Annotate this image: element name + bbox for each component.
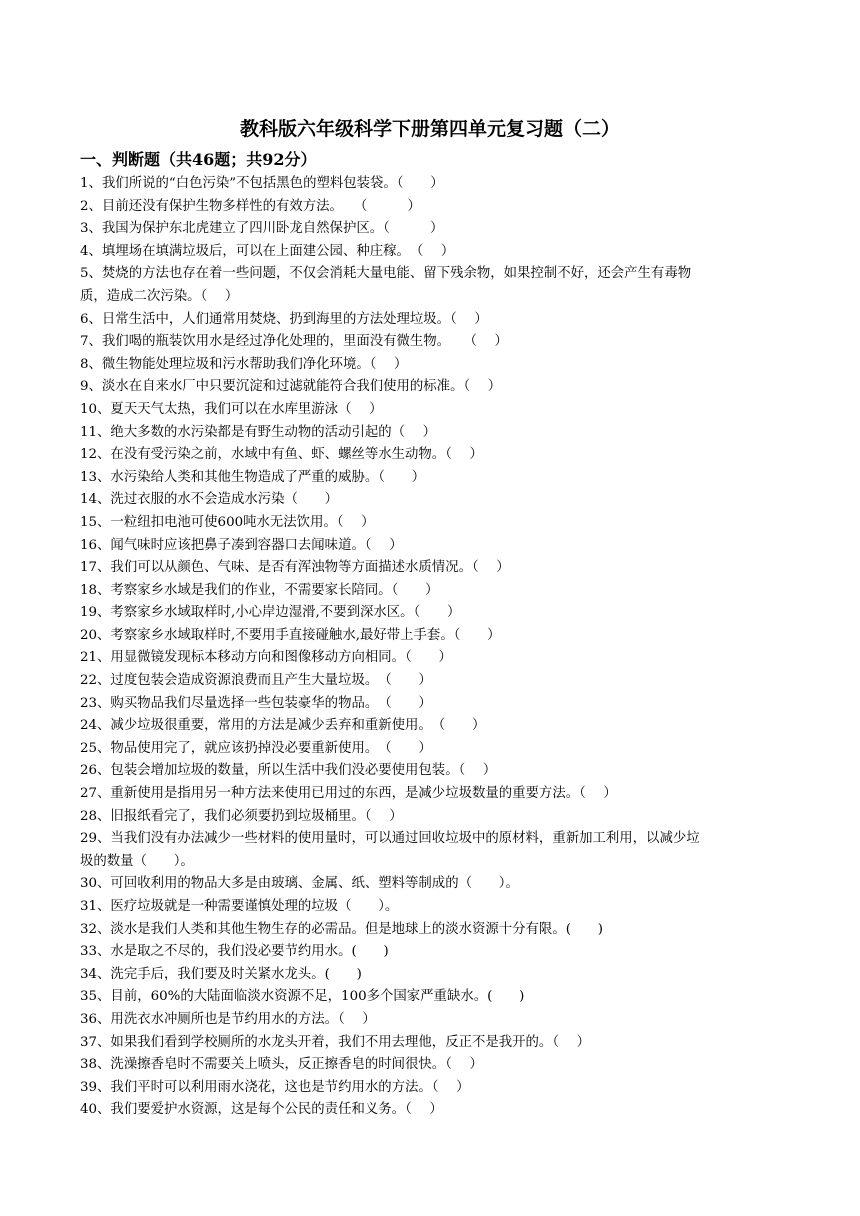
question-line: 30、可回收利用的物品大多是由玻璃、金属、纸、塑料等制成的（ ）。: [80, 876, 519, 892]
question-line: 27、重新使用是指用另一种方法来使用已用过的东西，是减少垃圾数量的重要方法。（ ）: [80, 786, 617, 802]
question-line: 26、包装会增加垃圾的数量，所以生活中我们没必要使用包装。（ ）: [80, 763, 497, 779]
question-line: 9、淡水在自来水厂中只要沉淀和过滤就能符合我们使用的标准。（ ）: [80, 379, 502, 395]
question-line: 12、在没有受污染之前，水域中有鱼、虾、螺丝等水生动物。（ ）: [80, 447, 483, 463]
question-line: 19、考察家乡水域取样时,小心岸边湿滑,不要到深水区。（ ）: [80, 605, 461, 621]
question-line: 22、过度包装会造成资源浪费而且产生大量垃圾。 （ ）: [80, 673, 432, 689]
question-line: 3、我国为保护东北虎建立了四川卧龙自然保护区。（ ）: [80, 221, 444, 237]
question-line: 36、用洗衣水冲厕所也是节约用水的方法。（ ）: [80, 1011, 376, 1027]
question-line: 28、旧报纸看完了，我们必须要扔到垃圾桶里。（ ）: [80, 808, 403, 824]
question-line: 17、我们可以从颜色、气味、是否有浑浊物等方面描述水质情况。（ ）: [80, 560, 510, 576]
section-heading: 一、判断题（共46题；共92分）: [80, 150, 317, 169]
question-line: 6、日常生活中，人们通常用焚烧、扔到海里的方法处理垃圾。（ ）: [80, 311, 488, 327]
question-line: 质，造成二次污染。（ ）: [80, 288, 239, 304]
question-line: 2、目前还没有保护生物多样性的有效方法。 （ ）: [80, 198, 421, 214]
question-line: 25、物品使用完了，就应该扔掉没必要重新使用。 （ ）: [80, 740, 432, 756]
question-line: 24、减少垃圾很重要，常用的方法是减少丢弃和重新使用。 （ ）: [80, 718, 486, 734]
question-line: 37、如果我们看到学校厕所的水龙头开着，我们不用去理他，反正不是我开的。（ ）: [80, 1034, 591, 1050]
question-line: 10、夏天天气太热，我们可以在水库里游泳（ ）: [80, 401, 383, 417]
question-line: 31、医疗垃圾就是一种需要谨慎处理的垃圾（ ）。: [80, 899, 399, 914]
question-list: [80, 173, 785, 1122]
question-line: 16、闻气味时应该把鼻子凑到容器口去闻味道。（ ）: [80, 537, 403, 553]
question-line: 20、考察家乡水域取样时,不要用手直接碰触水,最好带上手套。（ ）: [80, 627, 501, 643]
question-line: 39、我们平时可以利用雨水浇花，这也是节约用水的方法。（ ）: [80, 1079, 470, 1095]
question-line: 35、目前，60%的大陆面临淡水资源不足，100多个国家严重缺水。( ): [80, 989, 525, 1005]
question-line: 5、焚烧的方法也存在着一些问题，不仅会消耗大量电能、留下残余物，如果控制不好，还会产生有毒物: [80, 266, 692, 282]
question-line: 7、我们喝的瓶装饮用水是经过净化处理的，里面没有微生物。 （ ）: [80, 334, 508, 350]
question-line: 13、水污染给人类和其他生物造成了严重的威胁。（ ）: [80, 469, 426, 485]
question-line: 32、淡水是我们人类和其他生物生存的必需品。但是地球上的淡水资源十分有限。( ): [80, 921, 603, 937]
document-title: 教科版六年级科学下册第四单元复习题（二）: [239, 118, 620, 140]
question-line: 1、我们所说的“白色污染”不包括黑色的塑料包装袋。（ ）: [80, 176, 444, 191]
question-line: 18、考察家乡水域是我们的作业，不需要家长陪同。（ ）: [80, 582, 439, 598]
question-line: 15、一粒纽扣电池可使600吨水无法饮用。（ ）: [80, 514, 375, 530]
question-line: 34、洗完手后，我们要及时关紧水龙头。( ): [80, 966, 362, 982]
question-line: 21、用显微镜发现标本移动方向和图像移动方向相同。（ ）: [80, 650, 452, 666]
question-line: 29、当我们没有办法减少一些材料的使用量时，可以通过回收垃圾中的原材料，重新加工利用，以减少垃: [80, 831, 700, 847]
question-line: 圾的数量（ ）。: [80, 853, 194, 869]
question-line: 4、填埋场在填满垃圾后，可以在上面建公园、种庄稼。 （ ）: [80, 243, 455, 259]
question-line: 40、我们要爱护水资源，这是每个公民的责任和义务。（ ）: [80, 1102, 443, 1118]
question-line: 14、洗过衣服的水不会造成水污染（ ）: [80, 492, 339, 508]
question-line: 11、绝大多数的水污染都是有野生动物的活动引起的（ ）: [80, 424, 437, 440]
question-line: 8、微生物能处理垃圾和污水帮助我们净化环境。（ ）: [80, 356, 408, 372]
question-line: 33、水是取之不尽的，我们没必要节约用水。( ): [80, 944, 389, 960]
question-line: 38、洗澡擦香皂时不需要关上喷头，反正擦香皂的时间很快。（ ）: [80, 1057, 483, 1073]
question-line: 23、购买物品我们尽量选择一些包装豪华的物品。 （ ）: [80, 695, 432, 711]
